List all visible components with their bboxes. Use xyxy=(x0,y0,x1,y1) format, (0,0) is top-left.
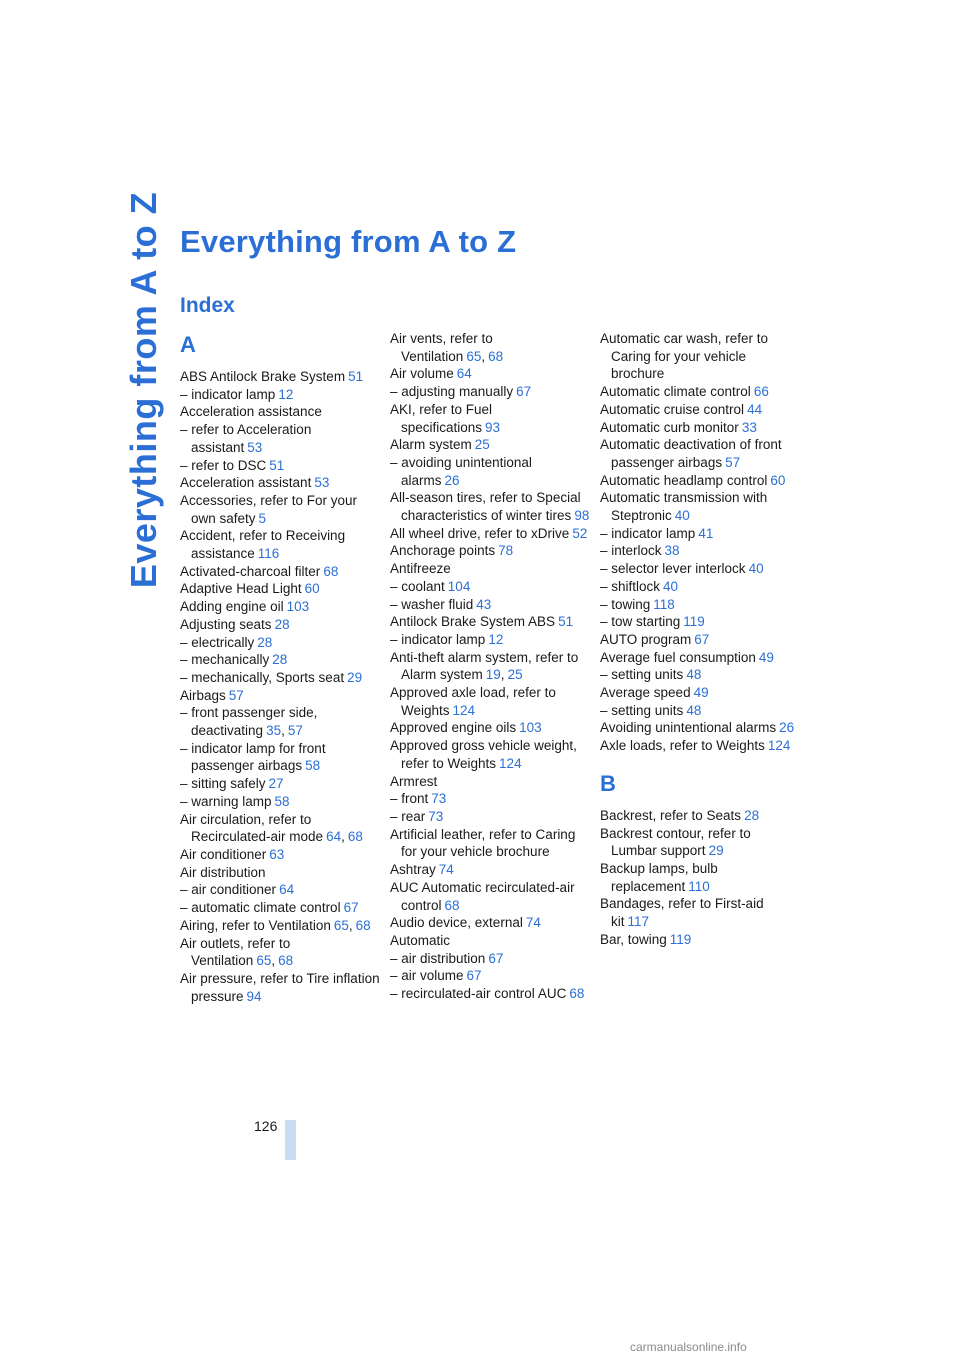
page-reference-link[interactable]: 19 xyxy=(485,667,501,683)
index-entry xyxy=(390,330,590,365)
index-entry xyxy=(180,704,380,739)
index-entry xyxy=(180,563,380,581)
index-entry xyxy=(180,970,380,1005)
page-reference-link[interactable]: 48 xyxy=(686,702,702,718)
page-reference-link[interactable]: 29 xyxy=(347,669,363,685)
page-reference-link[interactable]: 60 xyxy=(304,581,320,597)
index-entry xyxy=(390,914,590,932)
index-entry-text: Approved gross vehicle weight, refer to Weights xyxy=(390,738,577,771)
index-entry xyxy=(600,578,800,596)
page-reference-link[interactable]: 118 xyxy=(653,596,675,612)
index-entry xyxy=(390,436,590,454)
index-entry xyxy=(180,474,380,492)
page-reference-link[interactable]: 67 xyxy=(466,968,482,984)
page-reference-link[interactable]: 116 xyxy=(257,546,280,562)
index-entry-text: – front xyxy=(390,791,429,807)
index-entry-text: Activated-charcoal filter xyxy=(180,563,321,579)
page-reference-link[interactable]: 64 xyxy=(456,366,472,382)
page-reference-link[interactable]: 43 xyxy=(476,596,492,612)
index-entry-text: Approved engine oils xyxy=(390,720,517,736)
index-entry xyxy=(180,687,380,705)
page-reference-link[interactable]: 104 xyxy=(447,578,471,594)
index-entry-text: – washer fluid xyxy=(390,596,474,612)
index-entry-text: Antilock Brake System ABS xyxy=(390,614,556,630)
page-reference-link[interactable]: 5 xyxy=(258,510,267,526)
index-entry-text: Airing, refer to Ventilation xyxy=(180,917,331,933)
index-entry xyxy=(180,881,380,899)
index-entry xyxy=(600,596,800,614)
index-entry-text: – avoiding unintentional alarms xyxy=(390,454,532,488)
index-entry-text: Average speed xyxy=(600,685,691,701)
page-reference-link[interactable]: 94 xyxy=(246,988,262,1004)
index-entry xyxy=(390,631,590,649)
page-ref-separator: , xyxy=(341,829,345,845)
index-entry xyxy=(390,826,590,861)
index-entry xyxy=(390,719,590,737)
index-entry xyxy=(390,383,590,401)
page-reference-link[interactable]: 68 xyxy=(569,986,585,1002)
page-reference-link[interactable]: 51 xyxy=(558,614,574,630)
page-reference-link[interactable]: 28 xyxy=(272,652,288,668)
page-reference-link[interactable]: 57 xyxy=(287,723,303,739)
page-reference-link[interactable]: 74 xyxy=(438,862,454,878)
page-title: Everything from A to Z xyxy=(180,224,517,259)
index-entry-text: Airbags xyxy=(180,687,226,703)
index-entry-text: Acceleration assistant xyxy=(180,475,312,491)
watermark: carmanualsonline.info xyxy=(630,1340,747,1354)
index-entry xyxy=(390,773,590,791)
index-column-2 xyxy=(390,330,590,1003)
page-reference-link[interactable]: 33 xyxy=(741,419,757,435)
index-entry-text: Anti-theft alarm system, refer to Alarm system xyxy=(390,649,579,683)
index-entry xyxy=(600,684,800,702)
page-reference-link[interactable]: 68 xyxy=(323,563,339,579)
index-entry xyxy=(600,649,800,667)
index-entry-text: – automatic climate control xyxy=(180,900,341,916)
index-entry xyxy=(600,330,800,383)
index-entry-text: Approved axle load, refer to Weights xyxy=(390,685,556,718)
index-entry xyxy=(390,737,590,772)
index-entry-text: – electrically xyxy=(180,634,255,650)
index-entry-text: Bandages, refer to First-aid kit xyxy=(600,896,764,930)
page-reference-link[interactable]: 40 xyxy=(663,578,679,594)
index-column-3 xyxy=(600,330,800,949)
index-entry-text: – adjusting manually xyxy=(390,384,514,400)
index-entry xyxy=(180,634,380,652)
index-entry xyxy=(180,598,380,616)
page-reference-link[interactable]: 65 xyxy=(333,917,349,933)
page-reference-link[interactable]: 103 xyxy=(286,599,310,615)
page-reference-link[interactable]: 63 xyxy=(269,846,285,862)
index-entry-text: Air volume xyxy=(390,366,454,382)
index-entry-text: Air circulation, refer to Recirculated-air mode xyxy=(180,811,324,845)
index-entry-text: Audio device, external xyxy=(390,915,523,931)
index-letter-heading: A xyxy=(180,332,196,357)
index-entry xyxy=(180,616,380,634)
index-entry xyxy=(600,631,800,649)
index-entry-text: Backrest contour, refer to Lumbar support xyxy=(600,825,751,859)
page-reference-link[interactable]: 12 xyxy=(488,631,504,647)
page-reference-link[interactable]: 119 xyxy=(669,931,692,947)
index-entry xyxy=(600,702,800,720)
page-reference-link[interactable]: 66 xyxy=(753,384,769,400)
index-entry xyxy=(390,542,590,560)
index-entry-text: – sitting safely xyxy=(180,776,266,792)
index-entry-text: Armrest xyxy=(390,773,438,789)
index-entry-text: AUTO program xyxy=(600,631,692,647)
index-entry xyxy=(180,917,380,935)
page-reference-link[interactable]: 68 xyxy=(278,953,294,969)
index-entry-text: Automatic car wash, refer to Caring for your vehicle brochure xyxy=(600,331,769,382)
index-entry-text: Anchorage points xyxy=(390,543,496,559)
index-entry-text: Alarm system xyxy=(390,437,472,453)
page-reference-link[interactable]: 73 xyxy=(428,808,444,824)
page-reference-link[interactable]: 53 xyxy=(247,439,263,455)
index-entry-text: Acceleration assistance xyxy=(180,404,322,420)
index-entry xyxy=(390,790,590,808)
page-reference-link[interactable]: 119 xyxy=(683,614,705,630)
page-reference-link[interactable]: 41 xyxy=(698,525,714,541)
index-entry xyxy=(600,401,800,419)
page-reference-link[interactable]: 25 xyxy=(507,667,523,683)
index-entry xyxy=(600,666,800,684)
index-entry xyxy=(600,895,800,930)
page-reference-link[interactable]: 67 xyxy=(488,950,504,966)
index-entry-text: Adaptive Head Light xyxy=(180,581,302,597)
page-reference-link[interactable]: 65 xyxy=(466,348,482,364)
index-entry-text: Adding engine oil xyxy=(180,599,284,615)
index-entry xyxy=(600,825,800,860)
index-entry xyxy=(390,613,590,631)
index-entry xyxy=(180,403,380,421)
index-entry-text: Air distribution xyxy=(180,864,266,880)
page-reference-link[interactable]: 124 xyxy=(499,755,522,771)
page-reference-link[interactable]: 48 xyxy=(686,667,702,683)
index-entry xyxy=(180,811,380,846)
index-entry-text: – refer to DSC xyxy=(180,457,267,473)
page-reference-link[interactable]: 51 xyxy=(348,369,364,384)
page-reference-link[interactable]: 124 xyxy=(767,738,791,754)
index-entry xyxy=(180,368,380,386)
index-entry-text: All-season tires, refer to Special characteristics of winter tires xyxy=(390,490,581,524)
page-reference-link[interactable]: 67 xyxy=(516,384,532,400)
index-entry-text: – interlock xyxy=(600,543,662,559)
index-entry-text: Backrest, refer to Seats xyxy=(600,807,742,823)
index-entry-text: Antifreeze xyxy=(390,561,451,577)
page-reference-link[interactable]: 98 xyxy=(574,508,590,524)
page-ref-separator: , xyxy=(481,348,486,364)
index-entry xyxy=(180,669,380,687)
index-entry-text: Air vents, refer to Ventilation xyxy=(390,331,493,364)
page-reference-link[interactable]: 44 xyxy=(747,401,763,417)
index-entry-text: Automatic curb monitor xyxy=(600,419,739,435)
index-entry-text: ABS Antilock Brake System xyxy=(180,369,346,384)
page-number: 126 xyxy=(254,1118,278,1134)
index-entry-text: – shiftlock xyxy=(600,578,661,594)
index-entry xyxy=(390,985,590,1003)
index-entry xyxy=(390,365,590,383)
section-subtitle: Index xyxy=(180,294,235,317)
page-reference-link[interactable]: 68 xyxy=(488,348,504,364)
index-entry xyxy=(180,846,380,864)
index-column-1 xyxy=(180,330,380,1005)
index-entry xyxy=(600,560,800,578)
index-entry xyxy=(180,793,380,811)
page-reference-link[interactable]: 67 xyxy=(694,631,710,647)
index-entry xyxy=(600,931,800,949)
index-entry xyxy=(390,950,590,968)
page-reference-link[interactable]: 58 xyxy=(274,793,290,809)
index-entry-text: – refer to Acceleration assistant xyxy=(180,422,312,455)
index-entry xyxy=(390,578,590,596)
page-reference-link[interactable]: 40 xyxy=(674,508,690,524)
page-number-bar xyxy=(285,1120,296,1160)
index-entry-text: Avoiding unintentional alarms xyxy=(600,720,777,736)
page-reference-link[interactable]: 58 xyxy=(305,758,321,774)
index-entry xyxy=(600,436,800,471)
index-entry-text: Adjusting seats xyxy=(180,616,272,632)
page-reference-link[interactable]: 64 xyxy=(326,829,342,845)
index-entry-text: – indicator lamp xyxy=(390,631,486,647)
page-reference-link[interactable]: 74 xyxy=(525,915,541,931)
index-entry-text: – air distribution xyxy=(390,950,486,966)
index-entry xyxy=(600,419,800,437)
page-reference-link[interactable]: 57 xyxy=(228,687,244,703)
index-entry-text: Air conditioner xyxy=(180,846,267,862)
index-entry xyxy=(390,649,590,684)
index-entry-text: – setting units xyxy=(600,667,684,683)
index-entry xyxy=(390,932,590,950)
index-entry-text: Automatic xyxy=(390,932,451,948)
index-entry-text: Air pressure, refer to Tire inflation pressure xyxy=(180,970,380,1004)
index-entry-text: Automatic deactivation of front passenger airbags xyxy=(600,437,782,470)
index-entry xyxy=(390,967,590,985)
index-entry xyxy=(390,560,590,578)
index-entry-text: – rear xyxy=(390,808,426,824)
index-entry xyxy=(390,808,590,826)
page-reference-link[interactable]: 68 xyxy=(355,917,371,933)
index-entry xyxy=(600,737,800,755)
index-entry xyxy=(390,525,590,543)
index-entry xyxy=(180,386,380,404)
index-entry-text: – recirculated-air control AUC xyxy=(390,986,567,1002)
index-entry xyxy=(600,807,800,825)
index-entry-text: – coolant xyxy=(390,578,445,594)
page-reference-link[interactable]: 26 xyxy=(444,472,460,488)
page-ref-separator: , xyxy=(500,667,505,683)
page-reference-link[interactable]: 40 xyxy=(748,561,764,577)
page-reference-link[interactable]: 124 xyxy=(452,702,476,718)
index-entry-text: Artificial leather, refer to Caring for your vehicle brochure xyxy=(390,826,576,860)
index-entry xyxy=(390,596,590,614)
index-entry-text: Automatic transmission with Steptronic xyxy=(600,490,768,524)
index-entry-text: – air volume xyxy=(390,968,464,984)
index-entry-text: Automatic cruise control xyxy=(600,401,745,417)
page-reference-link[interactable]: 64 xyxy=(279,882,295,898)
index-entry-text: Automatic headlamp control xyxy=(600,472,768,488)
page-reference-link[interactable]: 68 xyxy=(444,897,460,913)
index-entry xyxy=(600,542,800,560)
index-entry-text: – towing xyxy=(600,596,651,612)
side-title-text: Everything from A to Z xyxy=(123,191,164,589)
index-entry xyxy=(180,864,380,882)
index-entry xyxy=(180,492,380,527)
page-reference-link[interactable]: 65 xyxy=(256,953,272,969)
index-entry xyxy=(180,651,380,669)
index-entry-text: Ashtray xyxy=(390,862,436,878)
page-reference-link[interactable]: 117 xyxy=(627,914,650,930)
index-entry xyxy=(390,684,590,719)
index-entry-text: Bar, towing xyxy=(600,931,667,947)
page-reference-link[interactable]: 68 xyxy=(347,829,363,845)
page-reference-link[interactable]: 26 xyxy=(779,720,795,736)
page-reference-link[interactable]: 103 xyxy=(519,720,542,736)
page-reference-link[interactable]: 35 xyxy=(266,723,282,739)
page-reference-link[interactable]: 110 xyxy=(688,878,710,894)
index-entry xyxy=(600,472,800,490)
index-entry xyxy=(600,383,800,401)
page-ref-separator: , xyxy=(271,953,276,969)
page-reference-link[interactable]: 28 xyxy=(744,807,760,823)
index-entry-text: – indicator lamp for front passenger airbags xyxy=(180,740,326,774)
page-reference-link[interactable]: 12 xyxy=(278,386,294,402)
index-entry-text: – mechanically xyxy=(180,652,270,668)
index-entry xyxy=(600,860,800,895)
page-reference-link[interactable]: 53 xyxy=(314,475,330,491)
index-entry-text: – tow starting xyxy=(600,614,681,630)
index-entry xyxy=(390,489,590,524)
page-reference-link[interactable]: 52 xyxy=(572,525,588,541)
index-entry-text: Accessories, refer to For your own safety xyxy=(180,492,358,526)
page-reference-link[interactable]: 29 xyxy=(708,843,724,859)
index-entry xyxy=(390,454,590,489)
index-entry xyxy=(600,489,800,524)
index-entry-text: AKI, refer to Fuel specifications xyxy=(390,401,493,435)
page-ref-separator: , xyxy=(348,917,353,933)
page-reference-link[interactable]: 78 xyxy=(498,543,514,559)
page-reference-link[interactable]: 28 xyxy=(274,616,290,632)
page-reference-link[interactable]: 57 xyxy=(725,454,741,470)
index-entry-text: Automatic climate control xyxy=(600,384,751,400)
index-entry-text: – mechanically, Sports seat xyxy=(180,669,345,685)
index-letter-heading: B xyxy=(600,770,616,796)
index-entry-text: Average fuel consumption xyxy=(600,649,756,665)
index-entry-text: Accident, refer to Receiving assistance xyxy=(180,528,346,562)
index-entry xyxy=(390,861,590,879)
page-ref-separator: , xyxy=(281,723,285,739)
index-entry-text: – indicator lamp xyxy=(600,525,696,541)
page-reference-link[interactable]: 93 xyxy=(485,419,501,435)
index-entry xyxy=(180,457,380,475)
index-entry xyxy=(390,401,590,436)
side-title xyxy=(114,191,174,589)
index-entry xyxy=(180,775,380,793)
page-reference-link[interactable]: 49 xyxy=(758,649,774,665)
page-reference-link[interactable]: 49 xyxy=(693,685,709,701)
index-entry xyxy=(600,719,800,737)
index-entry-text: – warning lamp xyxy=(180,793,272,809)
index-entry xyxy=(390,879,590,914)
index-entry-text: – indicator lamp xyxy=(180,386,276,402)
index-entry-text: Axle loads, refer to Weights xyxy=(600,738,765,754)
page-reference-link[interactable]: 73 xyxy=(431,791,447,807)
page-reference-link[interactable]: 60 xyxy=(770,472,786,488)
index-entry xyxy=(600,613,800,631)
index-entry-text: Backup lamps, bulb replacement xyxy=(600,860,718,894)
page-reference-link[interactable]: 25 xyxy=(474,437,490,453)
index-entry xyxy=(600,525,800,543)
index-entry-text: – front passenger side, deactivating xyxy=(180,705,318,739)
page-reference-link[interactable]: 51 xyxy=(269,457,285,473)
index-entry xyxy=(180,580,380,598)
page-reference-link[interactable]: 67 xyxy=(343,900,359,916)
page-reference-link[interactable]: 28 xyxy=(257,634,273,650)
index-entry-text: AUC Automatic recirculated-air control xyxy=(390,879,575,913)
index-entry-text: Air outlets, refer to Ventilation xyxy=(180,935,291,969)
index-entry xyxy=(180,935,380,970)
index-entry xyxy=(180,899,380,917)
index-entry-text: – selector lever interlock xyxy=(600,561,746,577)
page-reference-link[interactable]: 38 xyxy=(664,543,680,559)
index-entry-text: All wheel drive, refer to xDrive xyxy=(390,525,570,541)
index-entry xyxy=(180,740,380,775)
index-entry-text: – setting units xyxy=(600,702,684,718)
index-entry-text: – air conditioner xyxy=(180,882,277,898)
index-entry xyxy=(180,527,380,562)
index-entry xyxy=(180,421,380,456)
page-reference-link[interactable]: 27 xyxy=(268,776,284,792)
